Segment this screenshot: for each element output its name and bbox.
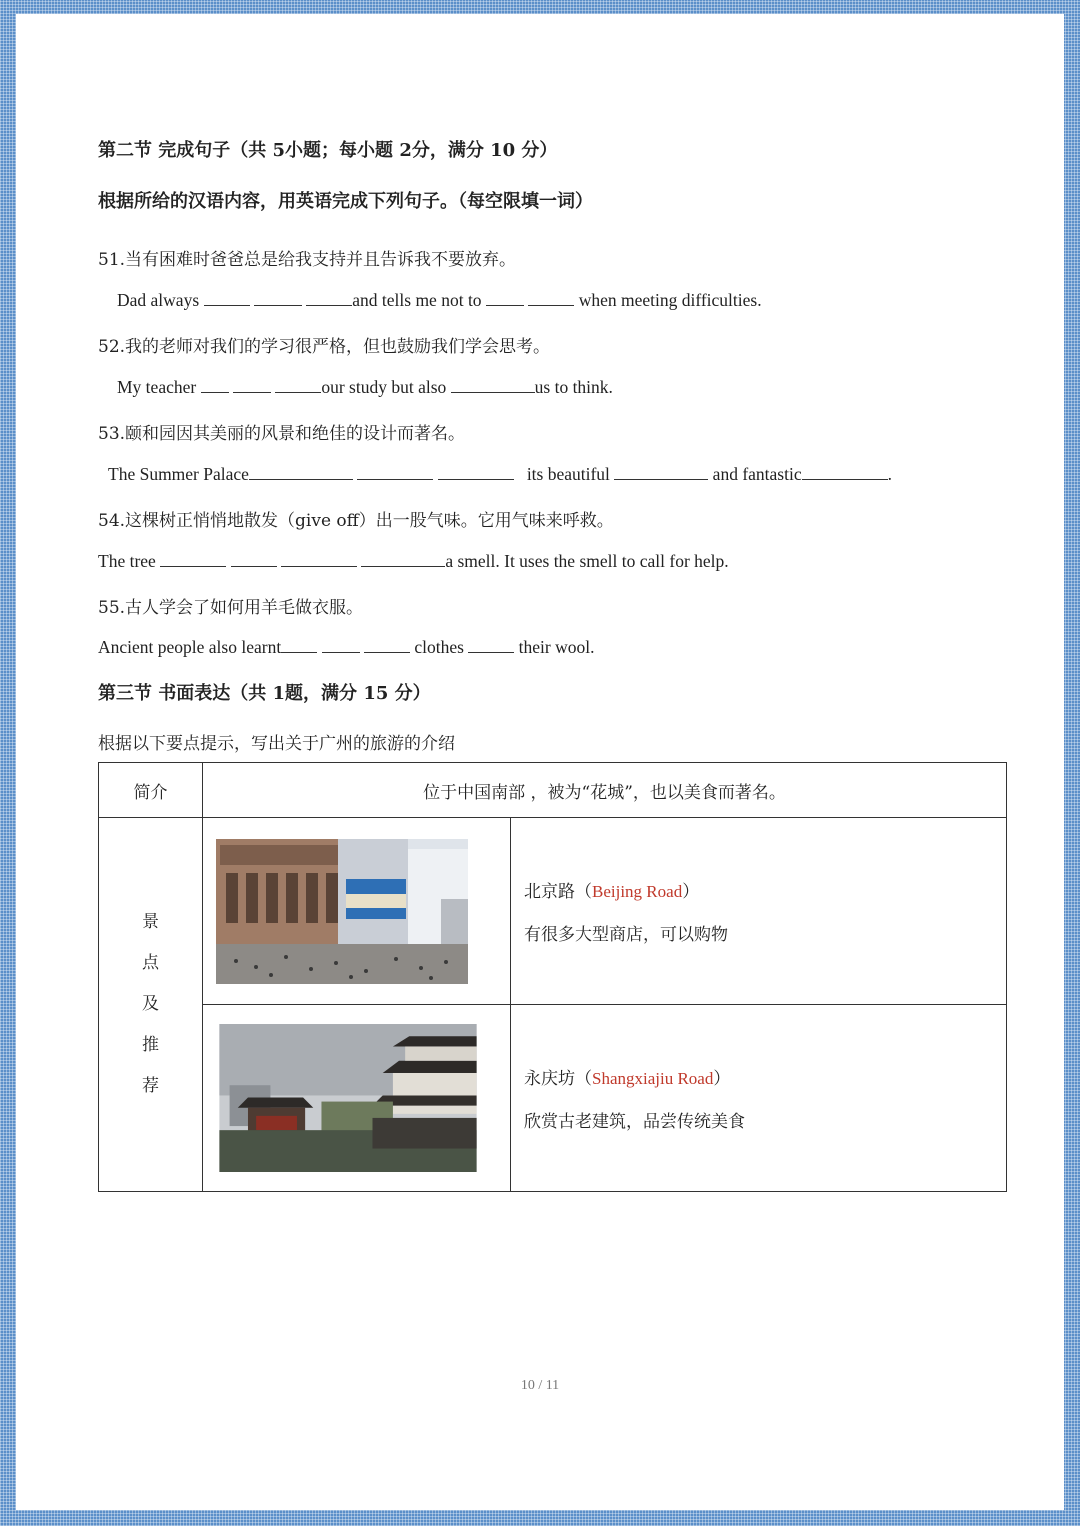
blank[interactable]	[438, 463, 514, 480]
answer-line-54: The tree a smell. It uses the smell to call for help.	[98, 551, 729, 571]
blank[interactable]	[281, 550, 357, 567]
question-55	[98, 593, 363, 618]
question-chinese: 古人学会了如何用羊毛做衣服。	[125, 598, 364, 618]
question-chinese: 我的老师对我们的学习很严格，但也鼓励我们学会思考。	[125, 337, 551, 357]
question-number: 54.	[98, 511, 126, 531]
spot-description: 欣赏古老建筑，品尝传统美食	[524, 1112, 745, 1132]
question-chinese: 颐和园因其美丽的风景和绝佳的设计而著名。	[125, 424, 466, 444]
blank[interactable]	[201, 376, 229, 393]
question-53	[98, 419, 465, 444]
section2-instruction: 根据所给的汉语内容，用英语完成下列句子。（每空限填一词）	[98, 191, 593, 212]
answer-line-55: Ancient people also learnt clothes their wool.	[98, 637, 595, 657]
blank[interactable]	[281, 636, 317, 653]
blank[interactable]	[528, 289, 574, 306]
blank[interactable]	[364, 636, 410, 653]
blank[interactable]	[254, 289, 302, 306]
blank[interactable]	[357, 463, 433, 480]
spot-description: 有很多大型商店，可以购物	[524, 925, 728, 945]
question-number: 53.	[98, 424, 126, 444]
guangzhou-intro-table	[98, 762, 1007, 1192]
blank[interactable]	[468, 636, 514, 653]
answer-line-51: Dad always and tells me not to when meeting difficulties.	[117, 290, 762, 310]
spot-name: 永庆坊（Shangxiajiu Road）	[524, 1069, 731, 1089]
spot-name: 北京路（Beijing Road）	[524, 882, 700, 902]
blank[interactable]	[231, 550, 277, 567]
blank[interactable]	[486, 289, 524, 306]
question-number: 52.	[98, 337, 126, 357]
page-number: 10 / 11	[520, 1378, 560, 1393]
answer-line-52: My teacher our study but also us to think.	[117, 377, 613, 397]
question-number: 55.	[98, 598, 126, 618]
question-52	[98, 332, 550, 357]
section3-title: 第三节 书面表达（共 1题，满分 15 分）	[98, 683, 431, 704]
intro-text-cell: 位于中国南部 ，被为“花城”，也以美食而著名。	[203, 763, 1007, 818]
question-54	[98, 506, 614, 531]
beijing-road-photo	[216, 839, 468, 984]
blank[interactable]	[306, 289, 352, 306]
blank[interactable]	[322, 636, 360, 653]
blank[interactable]	[275, 376, 321, 393]
blank[interactable]	[802, 463, 888, 480]
blank[interactable]	[160, 550, 226, 567]
beijing-road-info-cell	[511, 818, 1007, 1005]
exam-page	[16, 14, 1064, 1510]
question-51	[98, 245, 516, 270]
spots-label-cell: 景 点 及 推 荐	[99, 818, 203, 1192]
beijing-road-photo-cell	[203, 818, 511, 1005]
yongqingfang-photo	[216, 1024, 480, 1172]
answer-line-53: The Summer Palace its beautiful and fantastic .	[108, 464, 892, 484]
blank[interactable]	[249, 463, 353, 480]
question-number: 51.	[98, 250, 126, 270]
intro-label-cell: 简介	[99, 763, 203, 818]
question-chinese: 这棵树正悄悄地散发（give off）出一股气味。它用气味来呼救。	[125, 511, 614, 531]
question-chinese: 当有困难时爸爸总是给我支持并且告诉我不要放弃。	[125, 250, 517, 270]
blank[interactable]	[614, 463, 708, 480]
yongqingfang-info-cell	[511, 1005, 1007, 1192]
section2-title: 第二节 完成句子（共 5小题；每小题 2分，满分 10 分）	[98, 140, 558, 161]
blank[interactable]	[204, 289, 250, 306]
blank[interactable]	[361, 550, 445, 567]
yongqingfang-photo-cell	[203, 1005, 511, 1192]
blank[interactable]	[233, 376, 271, 393]
blank[interactable]	[451, 376, 535, 393]
section3-instruction: 根据以下要点提示，写出关于广州的旅游的介绍	[98, 734, 455, 754]
